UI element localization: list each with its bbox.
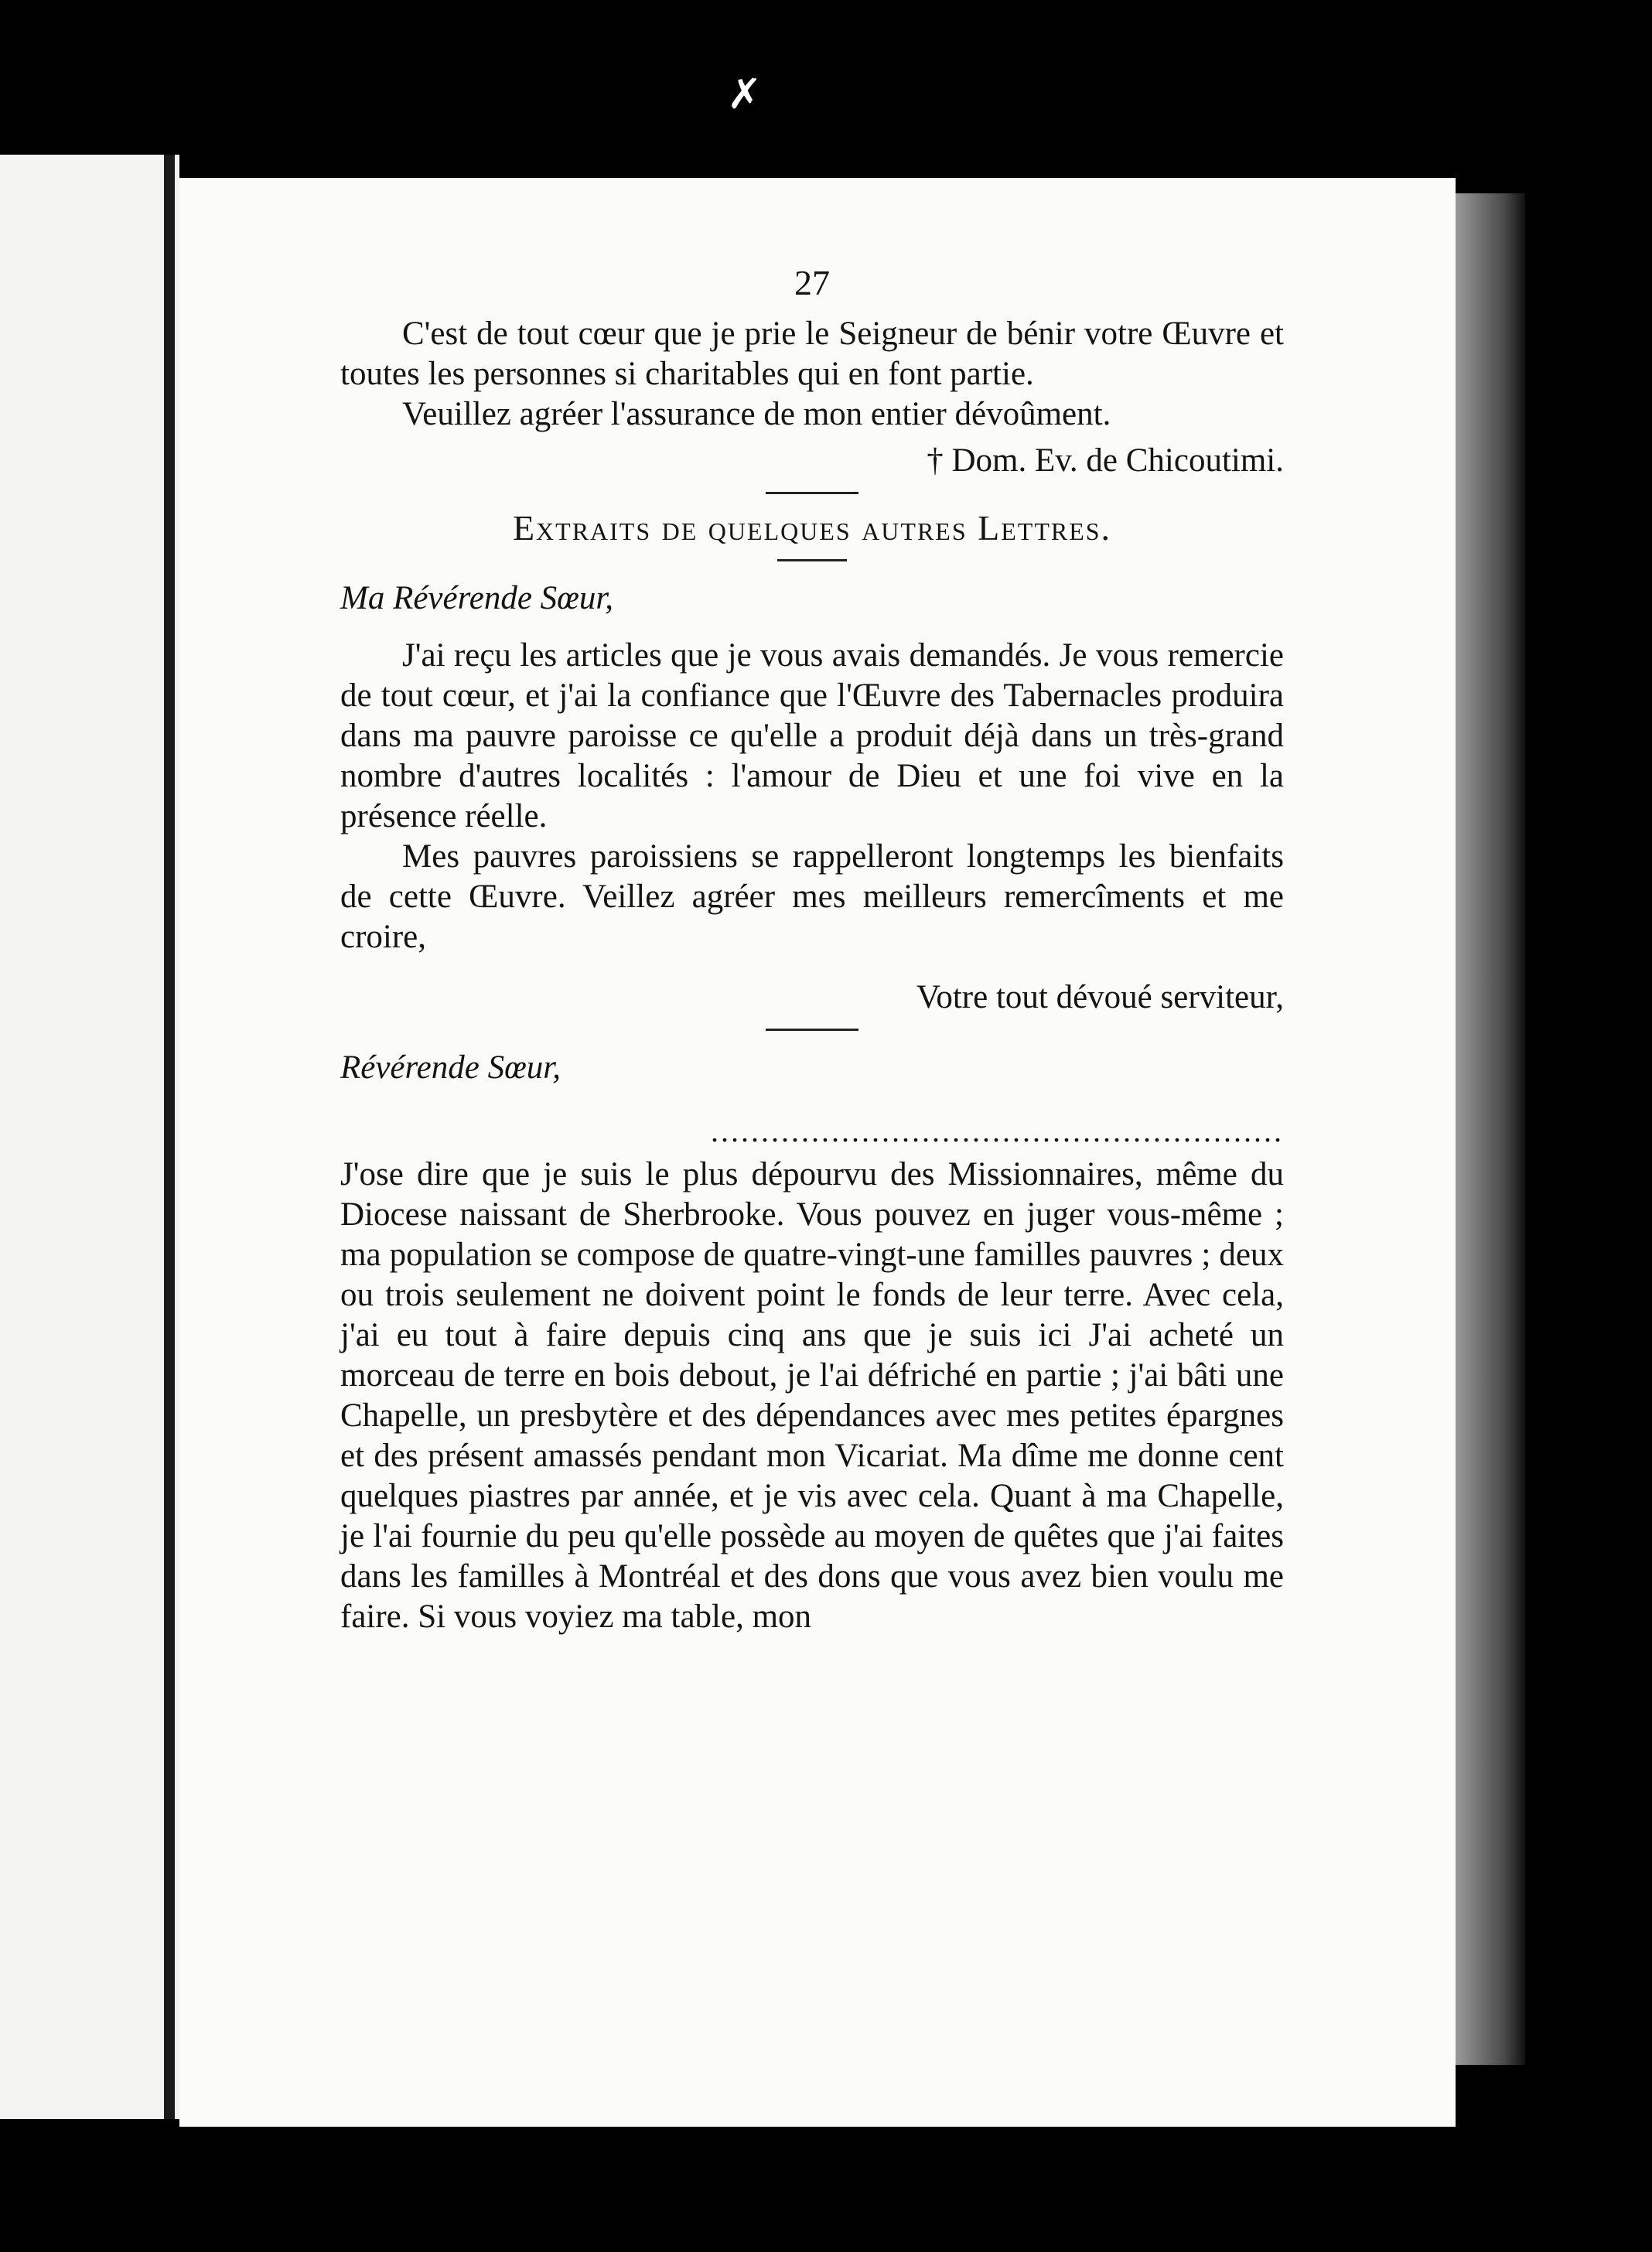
letter-2-paragraph: J'ose dire que je suis le plus dépourvu des Missionnaires, même du Diocese naissant de Sherbrooke. Vous pouvez en juger vous-même ; ma population se compose de quatre-vingt-une familles pauvres ; deux ou trois seulement ne doivent point le fonds de leur terre. Avec cela, j'ai eu tout à faire depuis cinq ans que je suis ici J'ai acheté un morceau de terre en bois debout, je l'ai défriché en partie ; j'ai bâti une Chapelle, un presbytère et des dépendances avec mes petites épargnes et des présent amassés pendant mon Vicariat. Ma dîme me donne cent quelques piastres par année, et je vis avec cela. Quant à ma Chapelle, je l'ai fournie du peu qu'elle possède au moyen de quêtes que j'ai faites dans les familles à Montréal et des dons que vous avez bien voulu me faire. Si vous voyiez ma table, mon (340, 1156, 1284, 1635)
letter-1-closing: Votre tout dévoué serviteur, (916, 979, 1284, 1015)
divider-rule (766, 492, 858, 494)
page-text (340, 263, 1284, 1637)
letter-1-paragraph-2: Mes pauvres paroissiens se rappelleront longtemps les bienfaits de cette Œuvre. Veillez agréer mes meilleurs remercîments et me croire, (340, 838, 1284, 955)
divider-rule-small (777, 559, 847, 561)
divider-rule-2 (766, 1029, 858, 1031)
signature-chicoutimi: † Dom. Ev. de Chicoutimi. (927, 442, 1284, 479)
page-number: 27 (794, 263, 830, 302)
book-spine (164, 155, 175, 2119)
page-stack-edge (1456, 193, 1525, 2065)
closing-paragraph-2: Veuillez agréer l'assurance de mon entier dévoûment. (402, 396, 1111, 432)
letter-2-salutation: Révérende Sœur, (340, 1049, 561, 1086)
facing-page-edge (0, 155, 179, 2119)
letter-1-salutation: Ma Révérende Sœur, (340, 580, 614, 616)
top-mark: ✗ (727, 70, 763, 118)
letter-1-paragraph-1: J'ai reçu les articles que je vous avais demandés. Je vous remercie de tout cœur, et j'ai la confiance que l'Œuvre des Tabernacles produira dans ma pauvre paroisse ce qu'elle a produit déjà dans un très-grand nombre d'autres localités : l'amour de Dieu et une foi vive en la présence réelle. (340, 637, 1284, 834)
closing-paragraph-1: C'est de tout cœur que je prie le Seigneur de bénir votre Œuvre et toutes les personnes si charitables qui en font partie. (340, 316, 1284, 392)
section-heading: Extraits de quelques autres Lettres. (512, 508, 1112, 548)
ellipsis-line: ......................................................... (711, 1114, 1284, 1148)
